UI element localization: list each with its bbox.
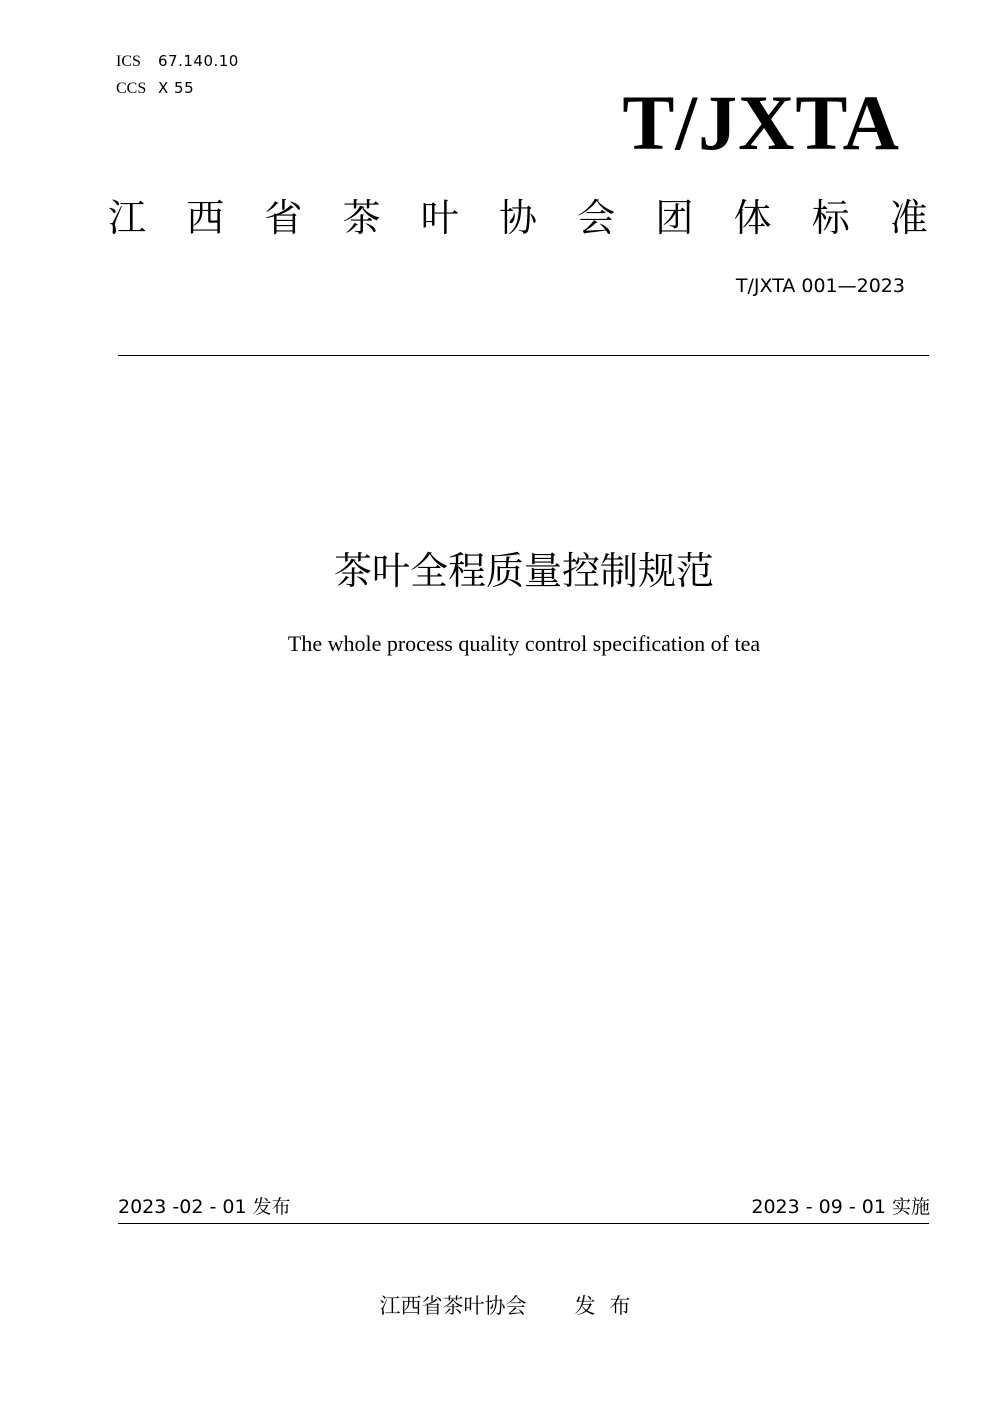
ics-label: ICS xyxy=(116,53,141,70)
standard-number: T/JXTA 001—2023 xyxy=(735,275,905,297)
footer-divider xyxy=(118,1223,929,1224)
standard-code-logo: T/JXTA xyxy=(622,79,900,166)
org-title-char: 准 xyxy=(889,196,928,240)
org-title-char: 团 xyxy=(655,196,694,240)
org-title-char: 会 xyxy=(577,196,616,240)
org-title-char: 省 xyxy=(264,196,303,240)
publisher-name: 江西省茶叶协会 xyxy=(379,1294,527,1318)
document-title-cn: 茶叶全程质量控制规范 xyxy=(333,549,714,593)
ccs-value: X 55 xyxy=(158,79,195,97)
implement-date: 2023 - 09 - 01 实施 xyxy=(751,1196,930,1218)
ccs-label: CCS xyxy=(116,80,147,97)
publisher-action: 发布 xyxy=(574,1294,645,1318)
org-title-char: 西 xyxy=(186,196,225,240)
document-title-en: The whole process quality control specification of tea xyxy=(287,631,761,656)
publish-date: 2023 -02 - 01 发布 xyxy=(118,1196,291,1218)
ics-row xyxy=(116,48,239,75)
publisher-line xyxy=(0,1291,1000,1321)
ccs-row xyxy=(116,75,239,102)
org-title-char: 标 xyxy=(811,196,850,240)
org-title-char: 茶 xyxy=(342,196,381,240)
org-title-char: 体 xyxy=(733,196,772,240)
header-divider xyxy=(118,355,929,356)
classification-codes xyxy=(116,48,239,102)
org-standard-title xyxy=(108,191,928,245)
org-title-char: 协 xyxy=(498,196,537,240)
ics-value: 67.140.10 xyxy=(158,52,239,70)
org-title-char: 江 xyxy=(108,196,147,240)
org-title-char: 叶 xyxy=(420,196,459,240)
